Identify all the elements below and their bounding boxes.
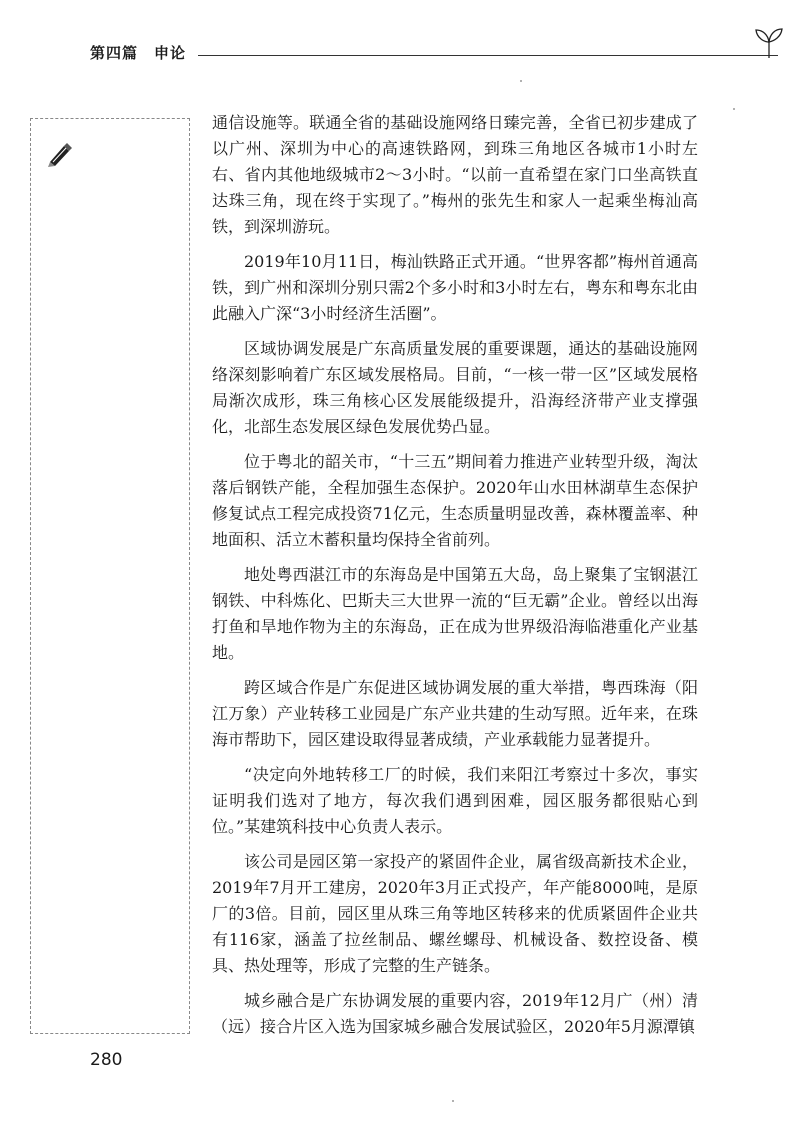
note-margin-box — [30, 118, 190, 1034]
scan-speck — [520, 80, 522, 82]
sprout-icon — [752, 26, 786, 60]
scan-speck — [733, 108, 735, 110]
paragraph: “决定向外地转移工厂的时候，我们来阳江考察过十多次，事实证明我们选对了地方，每次我们遇到困难，园区服务都很贴心到位。”某建筑科技中心负责人表示。 — [212, 765, 698, 836]
pen-icon — [44, 138, 74, 168]
paragraph: 位于粤北的韶关市，“十三五”期间着力推进产业转型升级，淘汰落后钢铁产能，全程加强生态保护。2020年山水田林湖草生态保护修复试点工程完成投资71亿元，生态质量明显改善，森林覆盖率、种地面积、活立木蓄积量均保持全省前列。 — [212, 452, 698, 549]
section-title: 第四篇 申论 — [90, 44, 187, 62]
paragraph: 2019年10月11日，梅汕铁路正式开通。“世界客都”梅州首通高铁，到广州和深圳分别只需2个多小时和3小时左右，粤东和粤东北由此融入广深“3小时经济生活圈”。 — [212, 252, 698, 323]
paragraph: 跨区域合作是广东促进区域协调发展的重大举措，粤西珠海（阳江万象）产业转移工业园是广东产业共建的生动写照。近年来，在珠海市帮助下，园区建设取得显著成绩，产业承载能力显著提升。 — [212, 678, 698, 749]
paragraph: 该公司是园区第一家投产的紧固件企业，属省级高新技术企业，2019年7月开工建房，2020年3月正式投产，年产能8000吨，是原厂的3倍。目前，园区里从珠三角等地区转移来的优质紧固件企业共有116家，涵盖了拉丝制品、螺丝螺母、机械设备、数控设备、模具、热处理等，形成了完整的生产链条。 — [212, 852, 698, 975]
paragraph: 通信设施等。联通全省的基础设施网络日臻完善，全省已初步建成了以广州、深圳为中心的高速铁路网，到珠三角地区各城市1小时左右、省内其他地级城市2～3小时。“以前一直希望在家门口坐高铁直达珠三角，现在终于实现了。”梅州的张先生和家人一起乘坐梅汕高铁，到深圳游玩。 — [212, 113, 698, 236]
paragraph: 区域协调发展是广东高质量发展的重要课题，通达的基础设施网络深刻影响着广东区域发展格局。目前，“一核一带一区”区域发展格局渐次成形，珠三角核心区发展能级提升，沿海经济带产业支撑强化，北部生态发展区绿色发展优势凸显。 — [212, 339, 698, 436]
page-number: 280 — [90, 1050, 123, 1070]
header-rule — [198, 55, 778, 56]
page-header — [90, 42, 710, 66]
paragraph: 地处粤西湛江市的东海岛是中国第五大岛，岛上聚集了宝钢湛江钢铁、中科炼化、巴斯夫三大世界一流的“巨无霸”企业。曾经以出海打鱼和旱地作物为主的东海岛，正在成为世界级沿海临港重化产业基地。 — [212, 565, 698, 662]
scan-speck — [452, 1100, 454, 1102]
paragraph: 城乡融合是广东协调发展的重要内容，2019年12月广（州）清（远）接合片区入选为国家城乡融合发展试验区，2020年5月源潭镇 — [212, 991, 698, 1036]
article-body — [212, 110, 698, 1049]
